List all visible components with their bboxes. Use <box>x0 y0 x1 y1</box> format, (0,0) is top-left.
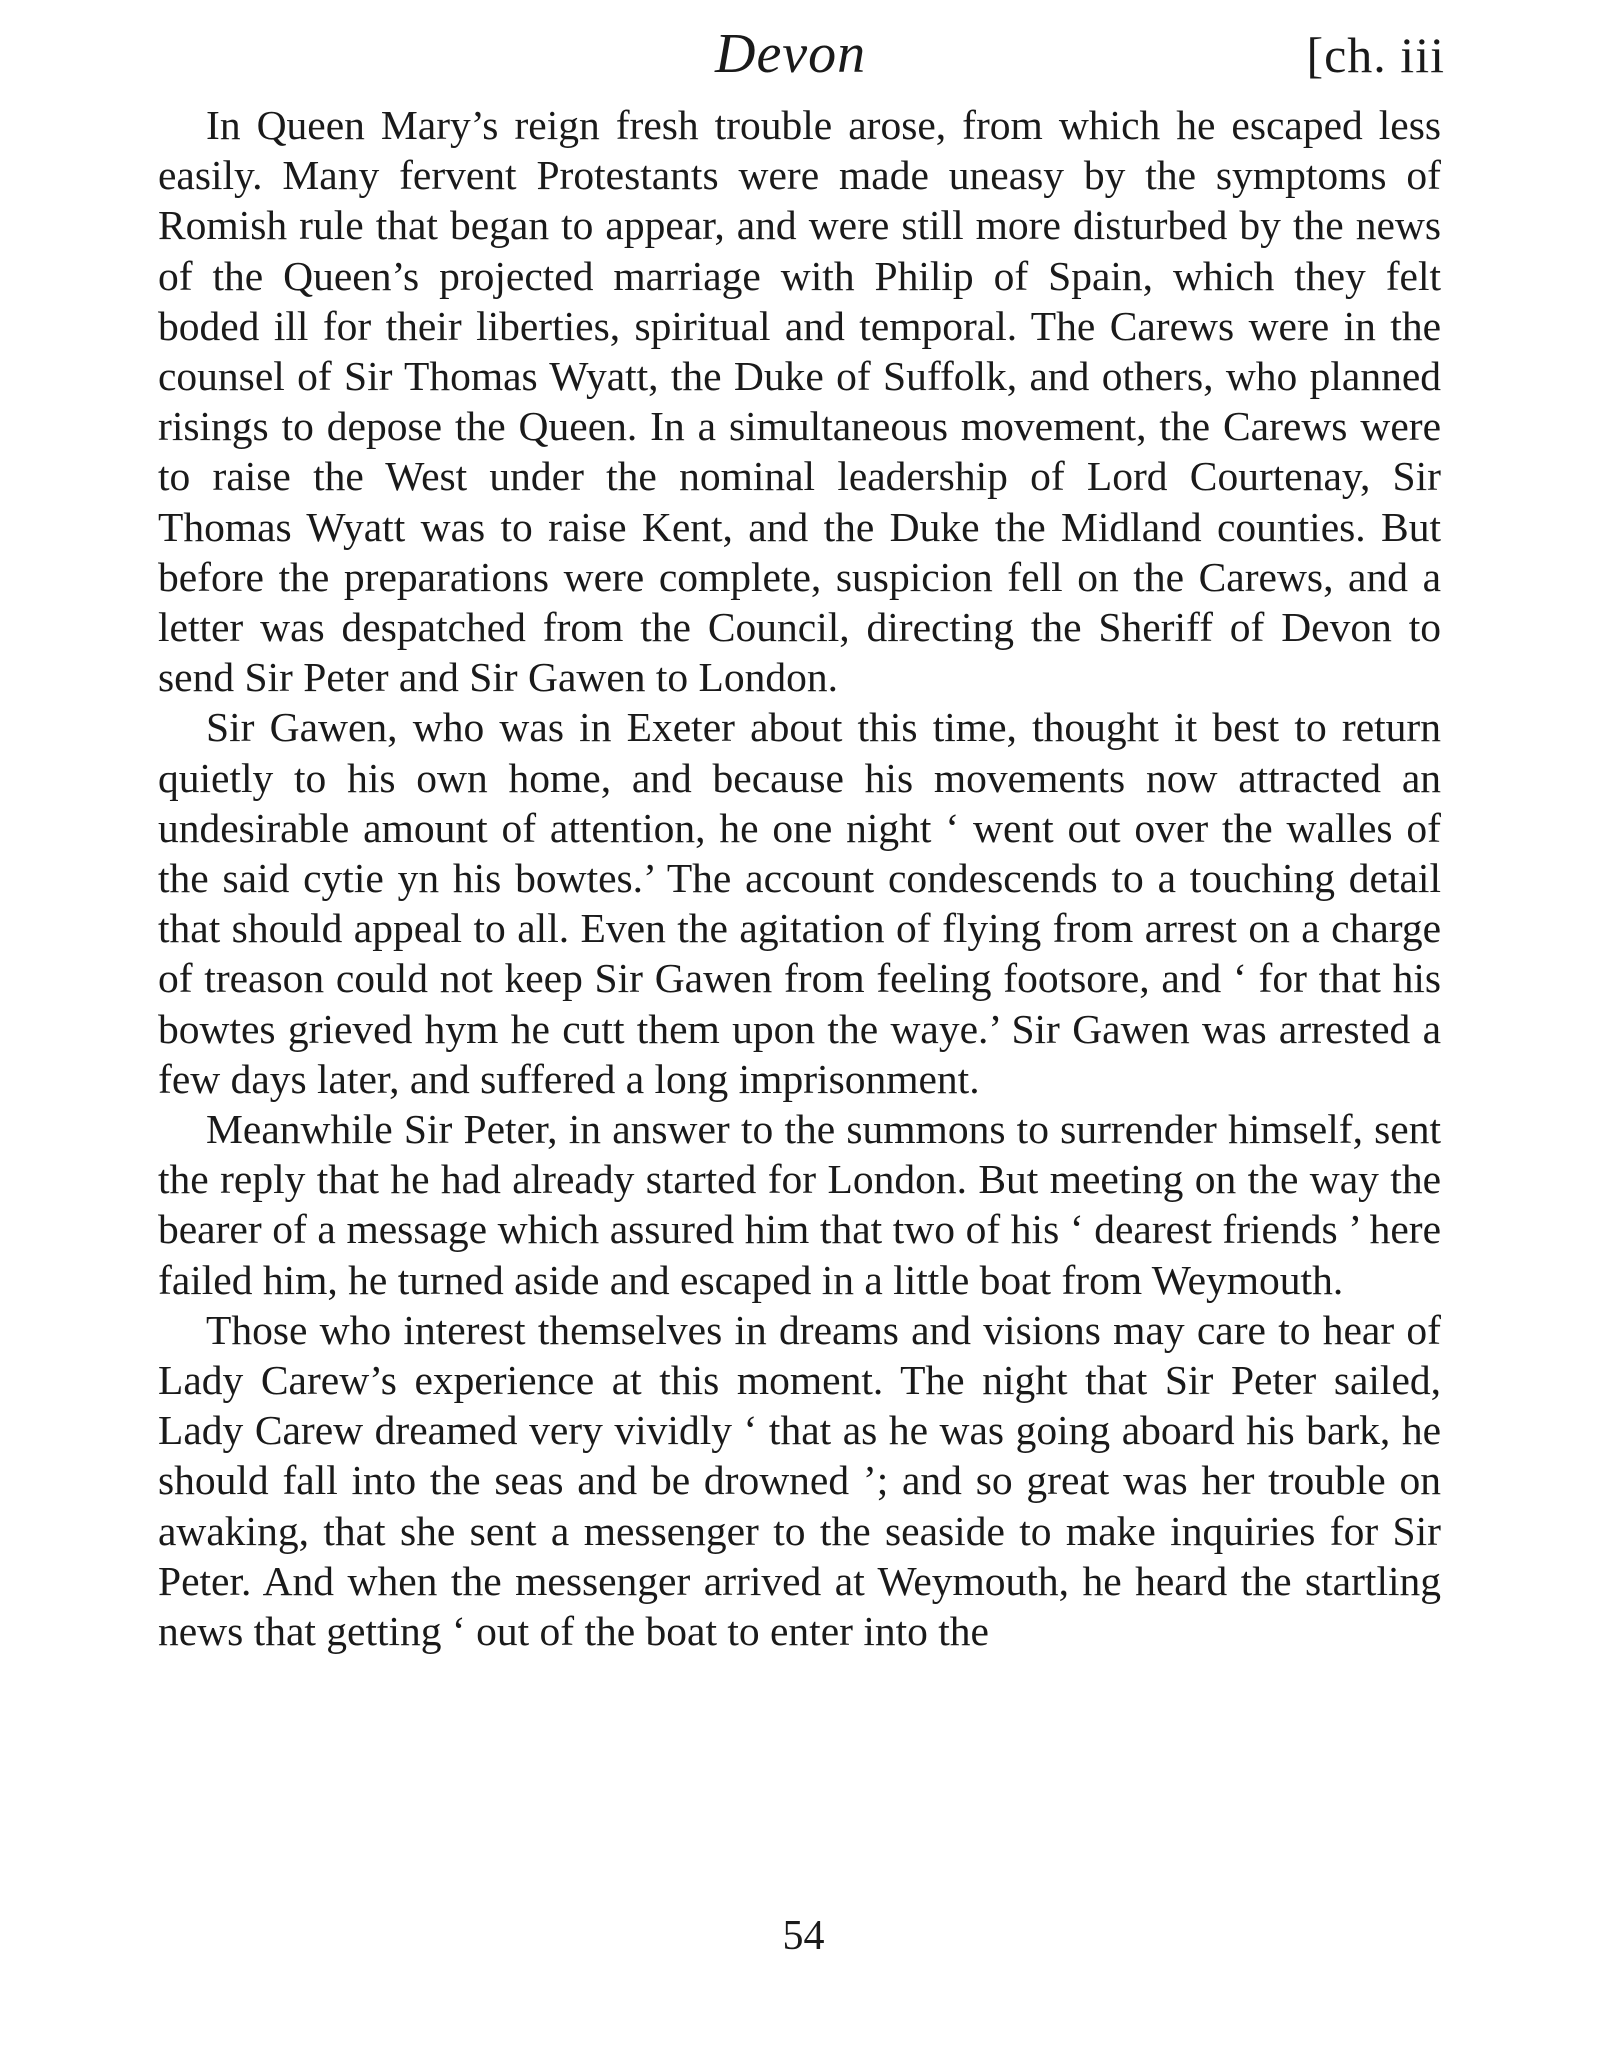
chapter-marker: [ch. iii <box>1306 27 1445 83</box>
paragraph-sir-gawen: Sir Gawen, who was in Exeter about this time, thought it best to return quietly to his own home, and because his movements now attracted an undesirable amount of attention, he one night ‘ went out over the walles of the said cytie yn his bowtes.’ The account condescends to a touching detail that should appeal to all. Even the agitation of flying from arrest on a charge of treason could not keep Sir Gawen from feeling footsore, and ‘ for that his bowtes grieved hym he cutt them upon the waye.’ Sir Gawen was arrested a few days later, and suffered a long imprisonment. <box>158 704 1441 1102</box>
body-text <box>158 100 1441 1656</box>
page-number: 54 <box>782 1913 825 1959</box>
running-title: Devon <box>715 23 867 85</box>
paragraph-queen-mary: In Queen Mary’s reign fresh trouble arose, from which he escaped less easily. Many fervent Protestants were made uneasy by the symptoms of Romish rule that began to appear, and were still more disturbed by the news of the Queen’s projected marriage with Philip of Spain, which they felt boded ill for their liberties, spiritual and temporal. The Carews were in the counsel of Sir Thomas Wyatt, the Duke of Suffolk, and others, who planned risings to depose the Queen. In a simultaneous movement, the Carews were to raise the West under the nominal leadership of Lord Courtenay, Sir Thomas Wyatt was to raise Kent, and the Duke the Midland counties. But before the preparations were complete, suspicion fell on the Carews, and a letter was despatched from the Council, directing the Sheriff of Devon to send Sir Peter and Sir Gawen to London. <box>158 102 1441 701</box>
running-head <box>155 22 1445 102</box>
paragraph-sir-peter: Meanwhile Sir Peter, in answer to the summons to surrender himself, sent the reply that he had already started for London. But meeting on the way the bearer of a message which assured him that two of his ‘ dearest friends ’ here failed him, he turned aside and escaped in a little boat from Weymouth. <box>158 1106 1441 1303</box>
paragraph-lady-carew-dream: Those who interest themselves in dreams and visions may care to hear of Lady Carew’s experience at this moment. The night that Sir Peter sailed, Lady Carew dreamed very vividly ‘ that as he was going aboard his bark, he should fall into the seas and be drowned ’; and so great was her trouble on awaking, that she sent a messenger to the seaside to make inquiries for Sir Peter. And when the messenger arrived at Weymouth, he heard the startling news that getting ‘ out of the boat to enter into the <box>158 1306 1441 1655</box>
